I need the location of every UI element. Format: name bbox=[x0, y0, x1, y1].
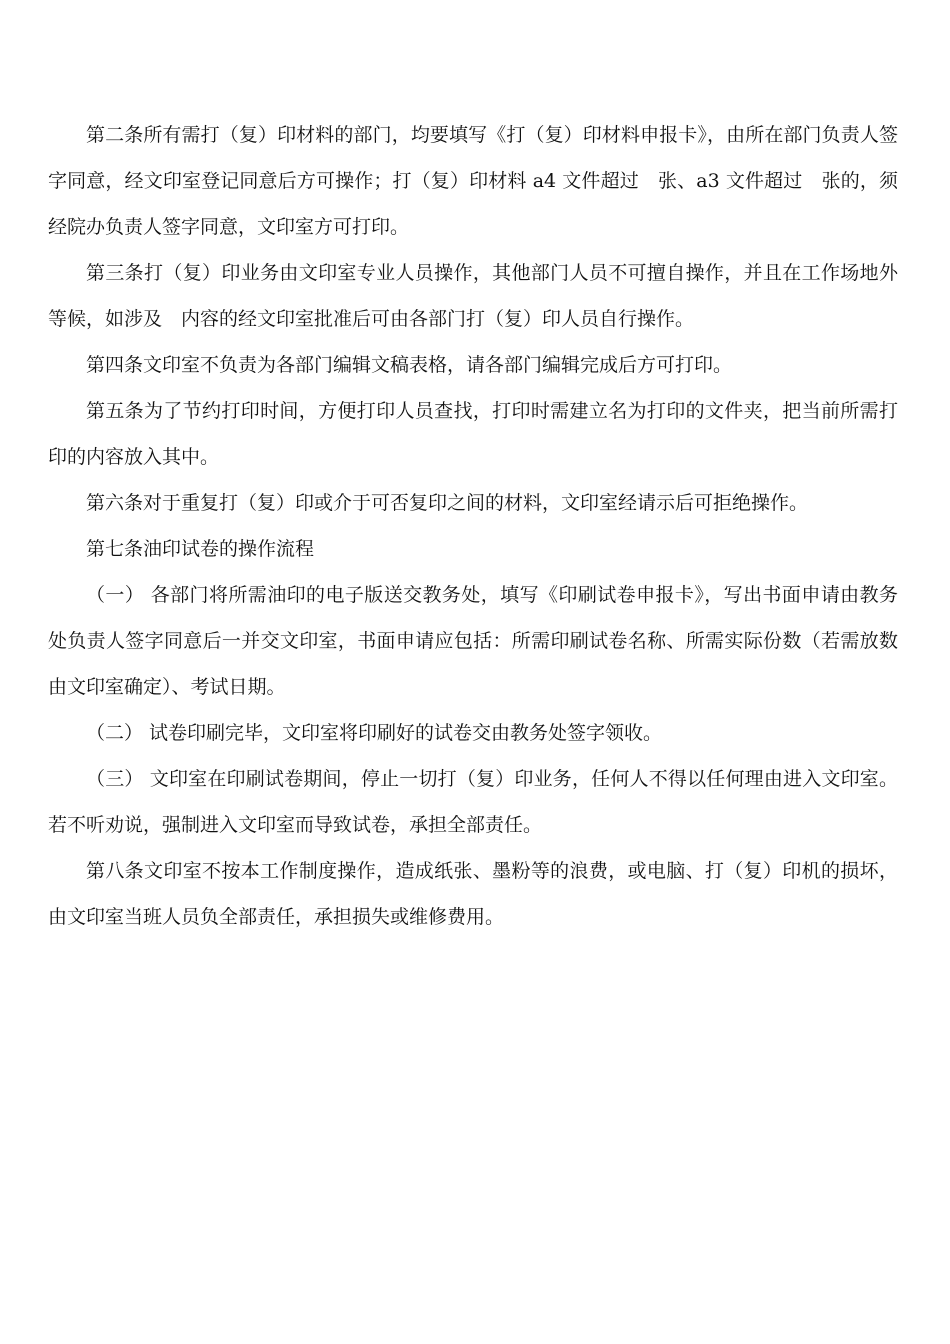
article-7-heading: 第七条油印试卷的操作流程 bbox=[86, 538, 315, 560]
article-5-paragraph: 第五条为了节约打印时间，方便打印人员查找，打印时需建立名为打印的文件夹，把当前所需打印的内容放入其中。 bbox=[48, 400, 898, 468]
document-body bbox=[48, 112, 898, 940]
article-8-paragraph: 第八条文印室不按本工作制度操作，造成纸张、墨粉等的浪费，或电脑、打（复）印机的损坏，由文印室当班人员负全部责任，承担损失或维修费用。 bbox=[48, 860, 898, 928]
article-7-item-1: （一） 各部门将所需油印的电子版送交教务处，填写《印刷试卷申报卡》，写出书面申请由教务处负责人签字同意后一并交文印室，书面申请应包括：所需印刷试卷名称、所需实际份数（若需放数由文印室确定）、考试日期。 bbox=[48, 584, 898, 698]
article-7-item-3: （三） 文印室在印刷试卷期间，停止一切打（复）印业务，任何人不得以任何理由进入文印室。若不听劝说，强制进入文印室而导致试卷，承担全部责任。 bbox=[48, 768, 898, 836]
article-7-item-2: （二） 试卷印刷完毕，文印室将印刷好的试卷交由教务处签字领收。 bbox=[86, 722, 663, 744]
article-6-paragraph: 第六条对于重复打（复）印或介于可否复印之间的材料，文印室经请示后可拒绝操作。 bbox=[86, 492, 809, 514]
article-3-paragraph: 第三条打（复）印业务由文印室专业人员操作，其他部门人员不可擅自操作，并且在工作场地外等候，如涉及 内容的经文印室批准后可由各部门打（复）印人员自行操作。 bbox=[48, 262, 898, 330]
article-4-paragraph: 第四条文印室不负责为各部门编辑文稿表格，请各部门编辑完成后方可打印。 bbox=[86, 354, 733, 376]
article-2-paragraph: 第二条所有需打（复）印材料的部门，均要填写《打（复）印材料申报卡》，由所在部门负责人签字同意，经文印室登记同意后方可操作；打（复）印材料 a4 文件超过 张、a3 文件超过 张的，须经院办负责人签字同意，文印室方可打印。 bbox=[48, 124, 898, 238]
